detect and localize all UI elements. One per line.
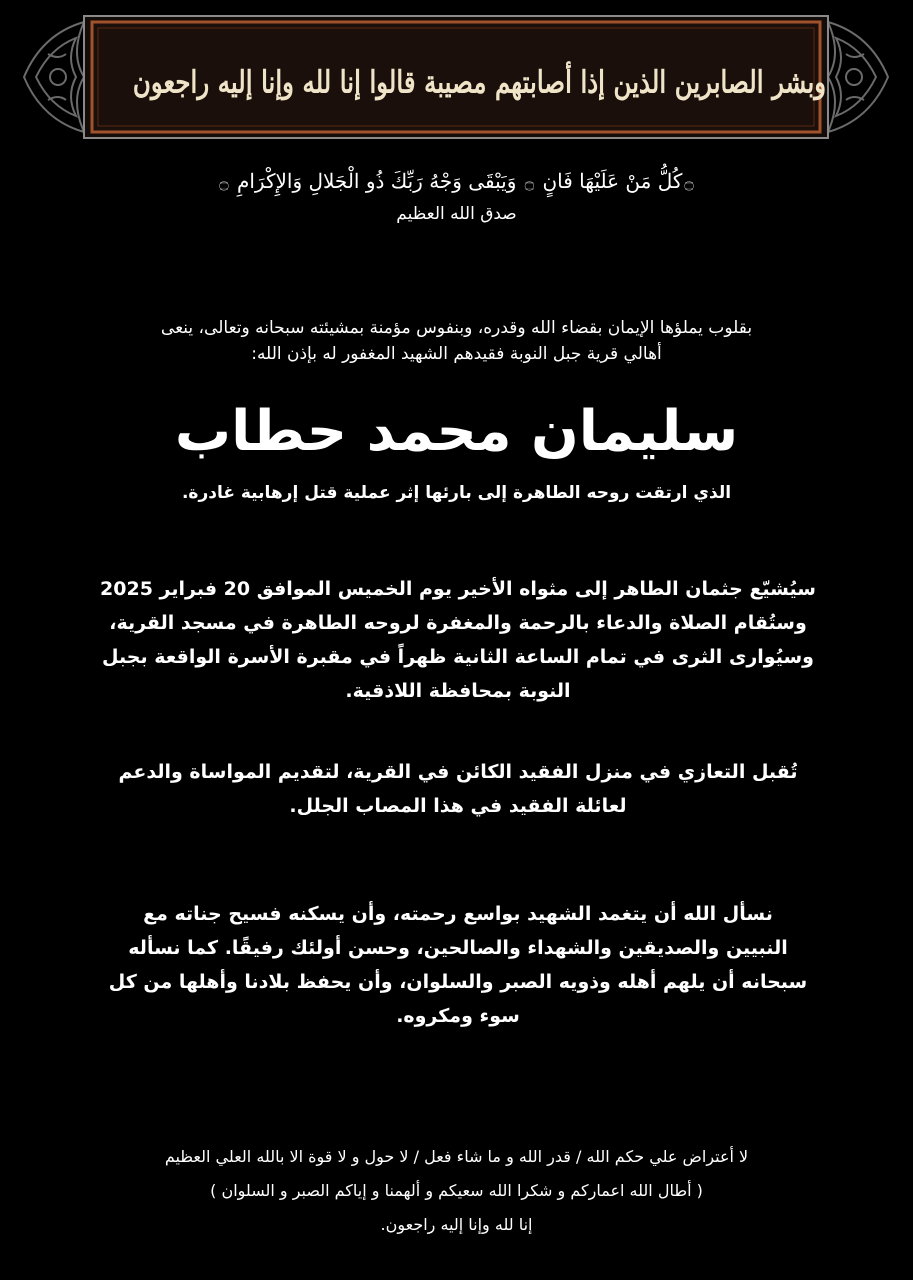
- banner-calligraphy-inner: وبشر الصابرين الذين إذا أصابتهم مصيبة قالوا إنا لله وإنا إليه راجعون: [132, 62, 827, 100]
- closing-line: ( أطال الله اعماركم و شكرا الله سعيكم و ألهمنا و إياكم الصبر و السلوان ): [210, 1181, 703, 1200]
- funeral-line: وسيُوارى الثرى في تمام الساعة الثانية ظهراً في مقبرة الأسرة الواقعة بجبل: [102, 646, 814, 668]
- prayer-line: النبيين والصديقين والشهداء والصالحين، وحسن أولئك رفيقًا. كما نسأله: [128, 937, 788, 959]
- funeral-details: [48, 572, 868, 708]
- prayer-line: نسأل الله أن يتغمد الشهيد بواسع رحمته، وأن يسكنه فسيح جناته مع: [143, 903, 773, 925]
- deceased-name: سليمان محمد حطاب: [174, 399, 739, 464]
- condolences-line: لعائلة الفقيد في هذا المصاب الجلل.: [289, 795, 627, 817]
- intro-text: [60, 315, 853, 367]
- verse-ornament-icon: ۝: [219, 173, 229, 192]
- banner-calligraphy-text: [122, 25, 837, 138]
- funeral-line: النوبة بمحافظة اللاذقية.: [345, 680, 571, 702]
- verse-ornament-icon: ۝: [524, 173, 535, 192]
- condolences-line: تُقبل التعازي في منزل الفقيد الكائن في القرية، لتقديم المواساة والدعم: [118, 761, 798, 783]
- quran-verse: [120, 167, 793, 197]
- intro-line: بقلوب يملؤها الإيمان بقضاء الله وقدره، وبنفوس مؤمنة بمشيئته سبحانه وتعالى، ينعى: [160, 318, 753, 338]
- funeral-line: وستُقام الصلاة والدعاء بالرحمة والمغفرة لروحه الطاهرة في مسجد القرية،: [109, 612, 807, 634]
- prayer-text: [48, 897, 868, 1033]
- left-ornament-icon: [24, 22, 84, 132]
- prayer-line: سبحانه أن يلهم أهله وذويه الصبر والسلوان، وأن يحفظ بلادنا وأهلها من كل: [108, 971, 808, 993]
- closing-line: إنا لله وإنا إليه راجعون.: [380, 1215, 533, 1234]
- deceased-subtitle: الذي ارتقت روحه الطاهرة إلى بارئها إثر عملية قتل إرهابية غادرة.: [181, 483, 732, 503]
- sadaq-allah: صدق الله العظيم: [396, 204, 517, 224]
- calligraphy-banner: [22, 14, 890, 140]
- closing-text: [40, 1140, 873, 1242]
- funeral-line: سيُشيّع جثمان الطاهر إلى مثواه الأخير يوم الخميس الموافق 20 فبراير 2025: [100, 578, 816, 600]
- intro-line: أهالي قرية جبل النوبة فقيدهم الشهيد المغفور له بإذن الله:: [251, 344, 662, 364]
- verse-ornament-icon: ۝: [684, 173, 694, 192]
- closing-line: لا أعتراض علي حكم الله / قدر الله و ما شاء فعل / لا حول و لا قوة الا بالله العلي العظيم: [164, 1147, 749, 1166]
- right-ornament-icon: [828, 22, 888, 132]
- verse-part-2: وَيَبْقَى وَجْهُ رَبِّكَ ذُو الْجَلالِ وَالإِكْرَامِ: [236, 169, 517, 193]
- condolences-details: [48, 755, 868, 823]
- verse-part-1: كُلُّ مَنْ عَلَيْهَا فَانٍ: [542, 169, 683, 193]
- prayer-line: سوء ومكروه.: [396, 1005, 520, 1027]
